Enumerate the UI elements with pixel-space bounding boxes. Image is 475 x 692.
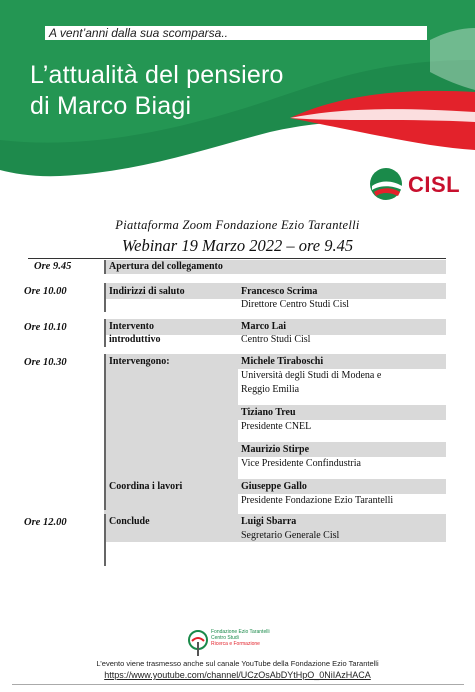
speaker-name: Giuseppe Gallo <box>241 481 307 492</box>
speaker-role: Presidente Fondazione Ezio Tarantelli <box>241 495 394 506</box>
agenda-label: Indirizzi di saluto <box>109 286 185 297</box>
agenda-label: Coordina i lavori <box>109 481 183 492</box>
speaker-name: Maurizio Stirpe <box>241 444 310 455</box>
cisl-emblem-icon <box>368 166 406 200</box>
speaker-role: Direttore Centro Studi Cisl <box>241 299 350 310</box>
agenda-divider <box>104 260 106 274</box>
youtube-link[interactable]: https://www.youtube.com/channel/UCzOsAbDYtHpO_0NiIAzHACA <box>104 670 371 680</box>
agenda-label: Intervento <box>109 321 154 332</box>
speaker-role: Segretario Generale Cisl <box>241 530 340 541</box>
agenda-divider <box>104 283 106 312</box>
agenda-top-rule <box>28 258 446 259</box>
title-line-1: L’attualità del pensiero <box>30 61 284 89</box>
agenda-time: Ore 10.10 <box>24 322 67 333</box>
fondazione-logo-line3: Ricerca e Formazione <box>211 641 260 647</box>
agenda-time: Ore 9.45 <box>34 261 72 272</box>
agenda-divider <box>104 319 106 347</box>
agenda-label: Apertura del collegamento <box>109 261 223 272</box>
platform-line: Piattaforma Zoom Fondazione Ezio Tarantelli <box>115 218 360 232</box>
agenda-divider <box>104 514 106 566</box>
speaker-role: Università degli Studi di Modena e <box>241 370 382 381</box>
title-line-2: di Marco Biagi <box>30 92 192 120</box>
agenda-label: introduttivo <box>109 334 161 345</box>
speaker-role: Reggio Emilia <box>241 384 300 395</box>
speaker-name: Luigi Sbarra <box>241 516 297 527</box>
fondazione-logo-line2: Centro Studi <box>211 635 239 641</box>
page-title <box>30 60 350 122</box>
header-subtitle: A vent’anni dalla sua scomparsa.. <box>45 26 427 40</box>
speaker-name: Marco Lai <box>241 321 287 332</box>
footer-note: L’evento viene trasmesso anche sul canale YouTube della Fondazione Ezio Tarantelli <box>96 659 379 668</box>
speaker-role: Presidente CNEL <box>241 421 312 432</box>
agenda-divider <box>104 354 106 510</box>
speaker-name: Francesco Scrima <box>241 286 318 297</box>
agenda-time: Ore 10.00 <box>24 286 67 297</box>
bottom-rule <box>12 684 464 685</box>
speaker-name: Tiziano Treu <box>241 407 296 418</box>
cisl-logo-text: CISL <box>408 172 461 197</box>
agenda-time: Ore 12.00 <box>24 517 67 528</box>
speaker-role: Vice Presidente Confindustria <box>241 458 361 469</box>
fondazione-logo-line1: Fondazione Ezio Tarantelli <box>211 629 270 635</box>
webinar-date: Webinar 19 Marzo 2022 – ore 9.45 <box>121 236 354 255</box>
fondazione-logo <box>187 622 287 658</box>
speaker-role: Centro Studi Cisl <box>241 334 311 345</box>
speaker-name: Michele Tiraboschi <box>241 356 324 367</box>
fondazione-emblem-icon <box>187 622 287 658</box>
agenda-time: Ore 10.30 <box>24 357 67 368</box>
agenda-label: Conclude <box>109 516 150 527</box>
cisl-logo <box>368 166 461 200</box>
header-banner <box>0 0 475 200</box>
agenda-label: Intervengono: <box>109 356 170 367</box>
